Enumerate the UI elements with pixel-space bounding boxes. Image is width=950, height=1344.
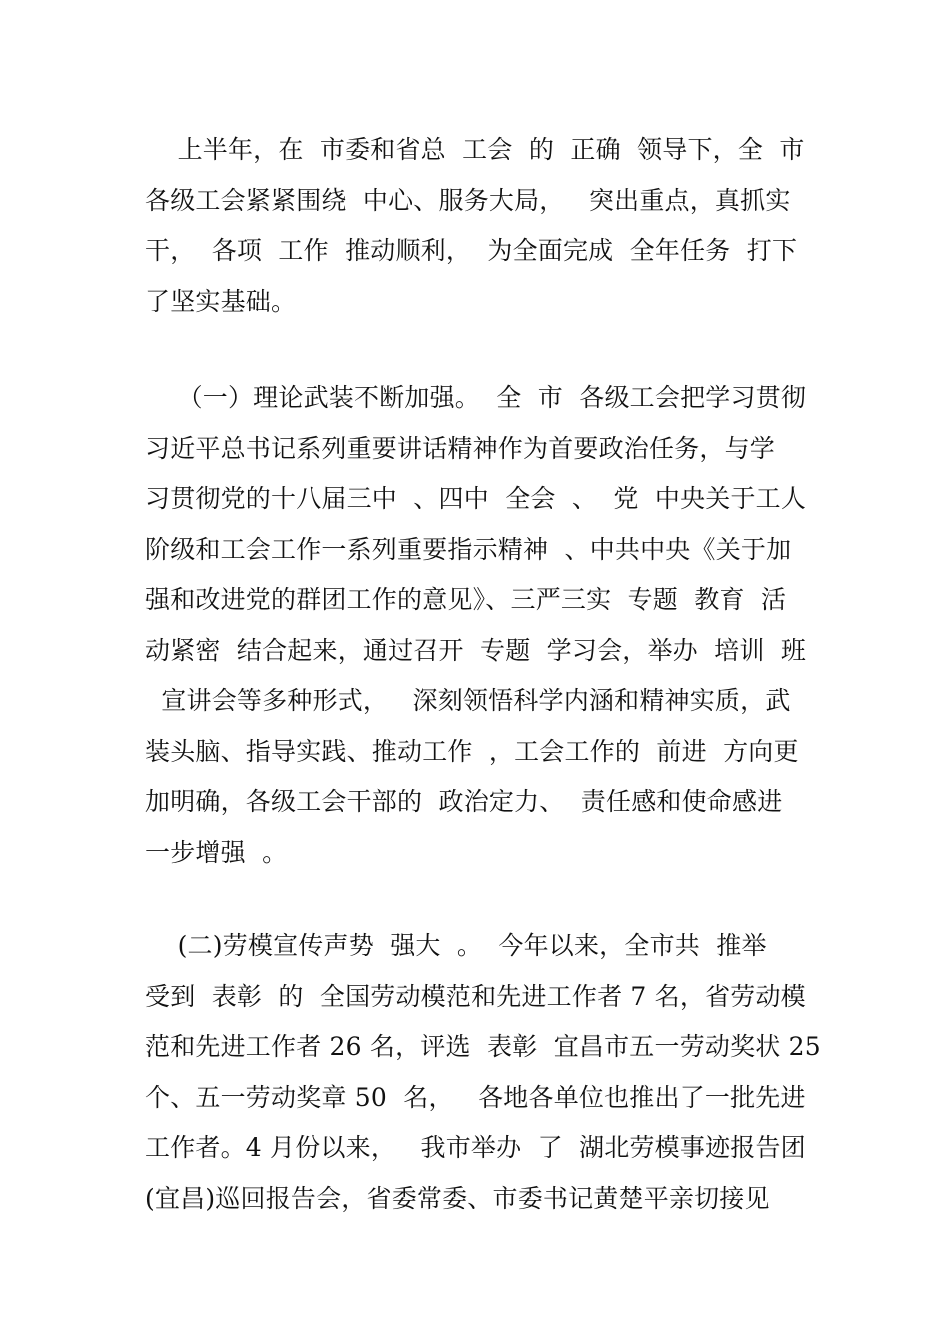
text-line: 范和先进工作者 26 名，评选 表彰 宜昌市五一劳动奖状 25 <box>145 1032 821 1061</box>
text-line: 强和改进党的群团工作的意见》、三严三实 专题 教育 活 <box>145 585 787 614</box>
text-line: (宜昌)巡回报告会，省委常委、市委书记黄楚平亲切接见 <box>145 1183 770 1213</box>
paragraph-intro <box>145 125 810 327</box>
text-line: （一）理论武装不断加强。 全 市 各级工会把学习贯彻 <box>145 383 807 412</box>
text-line: 受到 表彰 的 全国劳动模范和先进工作者 7 名，省劳动模 <box>145 981 806 1011</box>
text-line: 习近平总书记系列重要讲话精神作为首要政治任务，与学 <box>145 433 776 463</box>
text-line: 各级工会紧紧围绕 中心、服务大局， 突出重点，真抓实 <box>145 185 791 215</box>
text-line: 动紧密 结合起来，通过召开 专题 学习会，举办 培训 班 <box>145 635 807 665</box>
text-line: 阶级和工会工作一系列重要指示精神 、中共中央《关于加 <box>145 534 792 564</box>
text-line: 干， 各项 工作 推动顺利， 为全面完成 全年任务 打下 <box>145 236 798 265</box>
text-line: 装头脑、指导实践、推动工作 ，工会工作的 前进 方向更 <box>145 736 799 766</box>
paragraph-section-1 <box>145 373 810 878</box>
text-line: 宣讲会等多种形式， 深刻领悟科学内涵和精神实质，武 <box>145 686 791 715</box>
text-line: 习贯彻党的十八届三中 、四中 全会 、 党 中央关于工人 <box>145 484 807 513</box>
paragraph-section-2 <box>145 921 821 1224</box>
text-line: 上半年，在 市委和省总 工会 的 正确 领导下，全 市 <box>145 135 805 164</box>
text-line: 加明确，各级工会干部的 政治定力、 责任感和使命感进 <box>145 787 783 816</box>
text-line: 工作者。4 月份以来， 我市举办 了 湖北劳模事迹报告团 <box>145 1133 806 1162</box>
text-line: 一步增强 。 <box>145 837 288 867</box>
text-line: (二)劳模宣传声势 强大 。 今年以来，全市共 推举 <box>145 931 767 960</box>
text-line: 了坚实基础。 <box>145 286 297 316</box>
text-line: 个、五一劳动奖章 50 名， 各地各单位也推出了一批先进 <box>145 1082 806 1112</box>
